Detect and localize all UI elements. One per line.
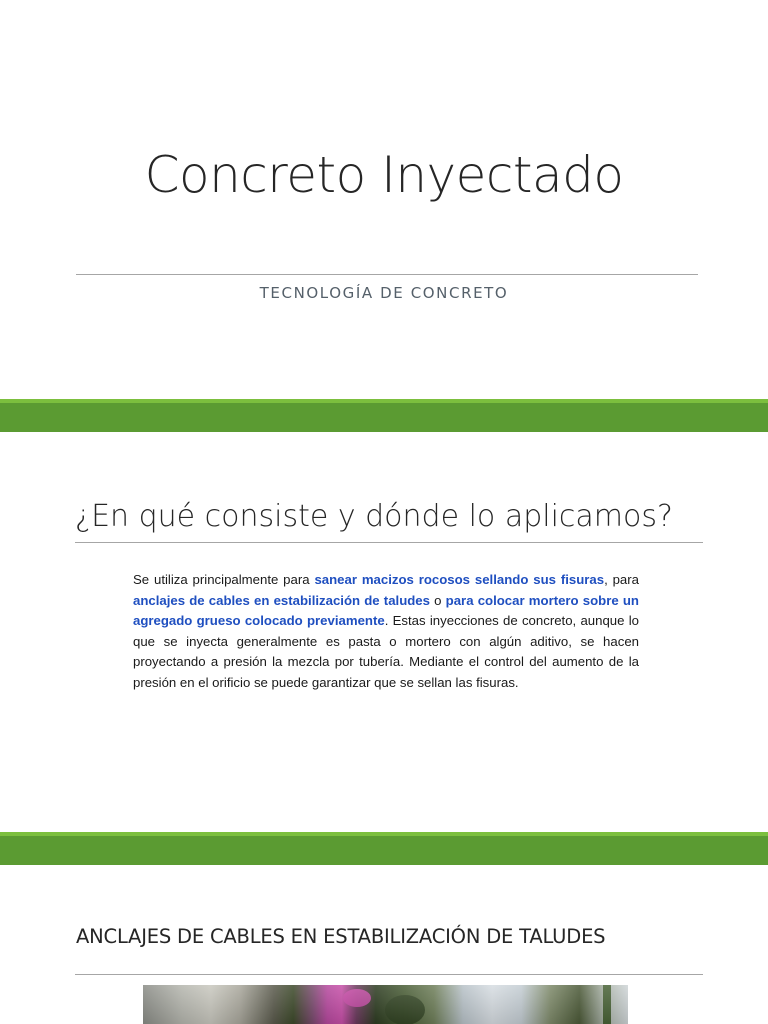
heading-divider	[75, 542, 703, 543]
section-heading: ANCLAJES DE CABLES EN ESTABILIZACIÓN DE TALUDES	[76, 925, 606, 948]
title-slide	[0, 0, 768, 398]
paragraph-text: , para	[604, 572, 639, 587]
section-heading: ¿En qué consiste y dónde lo aplicamos?	[75, 499, 673, 534]
separator-highlight	[0, 832, 768, 836]
highlight-text: sanear macizos rocosos sellando sus fisuras	[314, 572, 605, 587]
paragraph-text: Se utiliza principalmente para	[133, 572, 315, 587]
photo-shading	[143, 985, 628, 1024]
body-paragraph	[133, 570, 639, 694]
heading-divider	[75, 974, 703, 975]
paragraph-text: o	[429, 592, 446, 608]
slide-title: Concreto Inyectado	[144, 146, 624, 204]
title-divider	[76, 274, 698, 275]
highlight-text: anclajes de cables en estabilización de taludes	[133, 592, 430, 608]
slide-separator-bar	[0, 399, 768, 432]
slide-subtitle: TECNOLOGÍA DE CONCRETO	[259, 284, 509, 302]
highlight-text: para colocar mortero sobre un agregado grueso colocado previamente	[133, 592, 639, 629]
paragraph-text: . Estas inyecciones de concreto, aunque lo que se inyecta generalmente es pasta o mortero con algún aditivo, se hacen proyectando a presión la mezcla por tubería. Mediante el control del aumento de la presión en el orificio se puede garantizar que se sellan las fisuras.	[133, 613, 640, 690]
slide-separator-bar	[0, 832, 768, 865]
separator-highlight	[0, 399, 768, 403]
slope-anchoring-photo	[143, 985, 628, 1024]
